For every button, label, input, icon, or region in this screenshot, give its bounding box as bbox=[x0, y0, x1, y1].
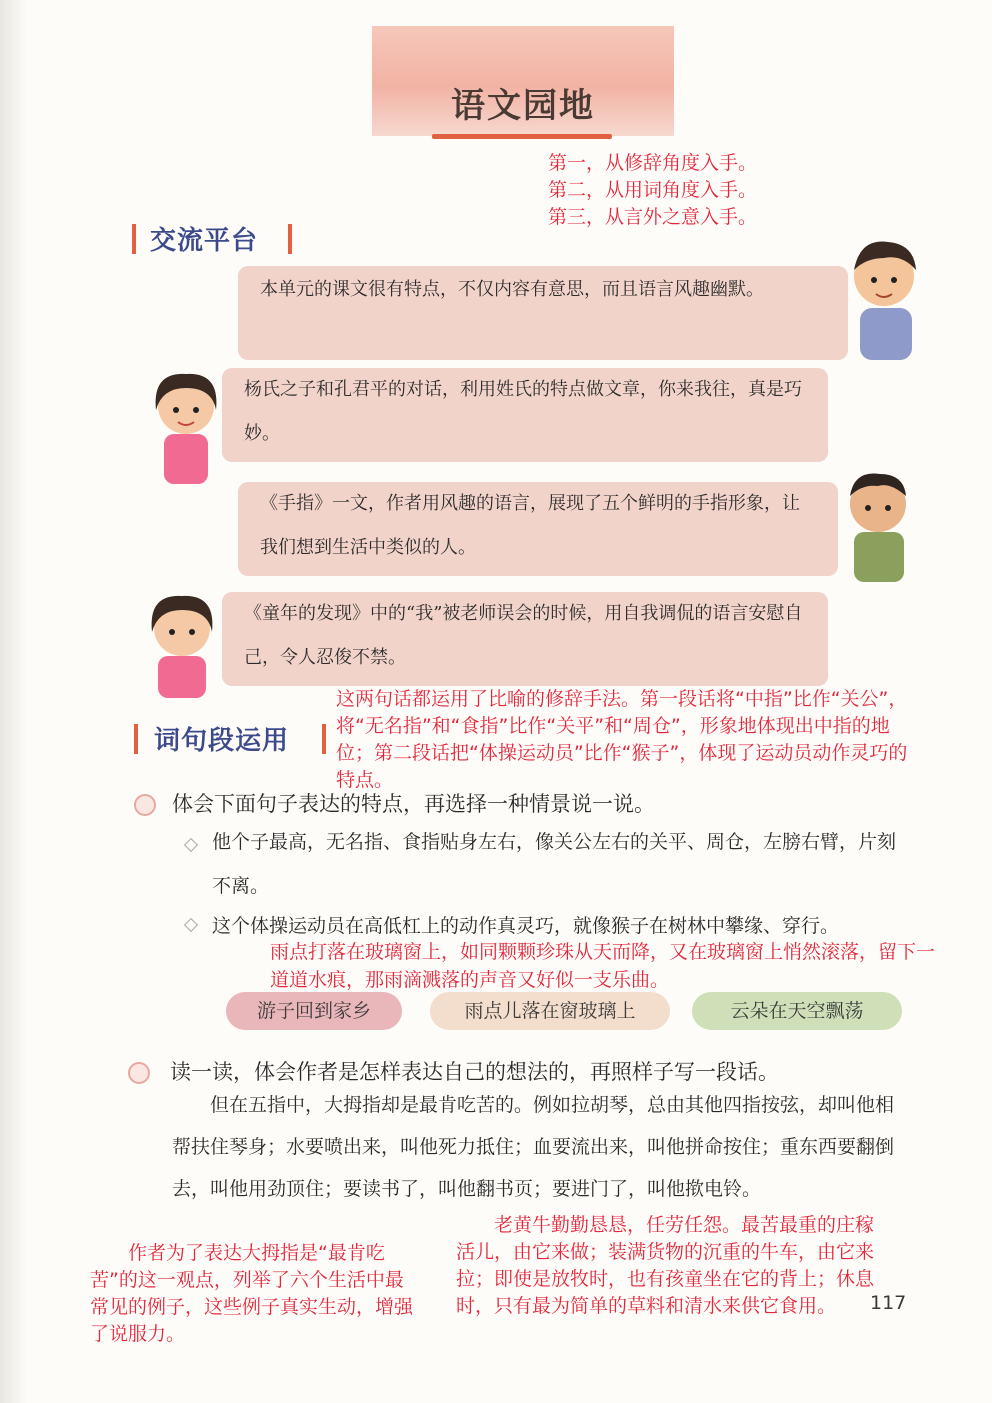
bubble-text: 《童年的发现》中的“我”被老师误会的时候，用自我调侃的语言安慰自己，令人忍俊不禁。 bbox=[244, 603, 803, 668]
passage-thumb: 但在五指中，大拇指却是最肯吃苦的。例如拉胡琴，总由其他四指按弦，却叫他相帮扶住琴身；水要喷出来，叫他死力抵住；血要流出来，叫他拼命按住；重东西要翻倒去，叫他用劲顶住；要读书了，叫他翻书页；要进门了，叫他揿电铃。 bbox=[172, 1094, 895, 1200]
section-heading-exchange: 交流平台 bbox=[150, 226, 259, 256]
speech-bubble bbox=[238, 266, 848, 360]
annotation-metaphor: 这两句话都运用了比喻的修辞手法。第一段话将“中指”比作“关公”，将“无名指”和“食指”比作“关平”和“周仓”，形象地体现出中指的地位；第二段话把“体操运动员”比作“猴子”，体现了运动员动作灵巧的特点。 bbox=[336, 688, 908, 791]
speech-bubble bbox=[222, 368, 828, 462]
example-sentence-1: 他个子最高，无名指、食指贴身左右，像关公左右的关平、周仓，左膀右臂，片刻不离。 bbox=[212, 831, 897, 897]
boy-avatar bbox=[846, 236, 928, 360]
annotation-top bbox=[548, 150, 757, 231]
speech-bubble bbox=[238, 482, 838, 576]
bubble-text: 本单元的课文很有特点，不仅内容有意思，而且语言风趣幽默。 bbox=[260, 279, 764, 300]
title-underline bbox=[432, 134, 612, 139]
heading-bar-left bbox=[132, 224, 136, 254]
scenario-pill: 云朵在天空飘荡 bbox=[692, 992, 902, 1030]
task-instruction-1: 体会下面句子表达的特点，再选择一种情景说一说。 bbox=[172, 792, 655, 816]
annotation-line: 第三，从言外之意入手。 bbox=[548, 206, 758, 228]
page-edge-shadow bbox=[0, 0, 28, 1403]
scenario-pill: 雨点儿落在窗玻璃上 bbox=[430, 992, 670, 1030]
girl-avatar bbox=[146, 366, 228, 486]
heading-bar-left bbox=[134, 724, 138, 754]
annotation-ox-paragraph: 老黄牛勤勤恳恳，任劳任怨。最苦最重的庄稼活儿，由它来做；装满货物的沉重的牛车，由它来拉；即使是放牧时，也有孩童坐在它的背上；休息时，只有最为简单的草料和清水来供它食用。 bbox=[456, 1214, 875, 1317]
task-instruction-2: 读一读，体会作者是怎样表达自己的想法的，再照样子写一段话。 bbox=[170, 1060, 779, 1084]
annotation-line: 第二，从用词角度入手。 bbox=[548, 179, 758, 201]
annotation-rain: 雨点打落在玻璃窗上，如同颗颗珍珠从天而降，又在玻璃窗上悄然滚落，留下一道道水痕，那雨滴溅落的声音又好似一支乐曲。 bbox=[270, 941, 936, 991]
scenario-pill: 游子回到家乡 bbox=[226, 992, 402, 1030]
bubble-text: 杨氏之子和孔君平的对话，利用姓氏的特点做文章，你来我往，真是巧妙。 bbox=[244, 379, 802, 444]
boy-thinking-avatar bbox=[838, 466, 920, 582]
bubble-text: 《手指》一文，作者用风趣的语言，展现了五个鲜明的手指形象，让我们想到生活中类似的人。 bbox=[260, 493, 800, 558]
heading-bar-right bbox=[288, 224, 292, 254]
annotation-line: 第一，从修辞角度入手。 bbox=[548, 152, 758, 174]
annotation-thumb-analysis: 作者为了表达大拇指是“最肯吃苦”的这一观点，列举了六个生活中最常见的例子，这些例子真实生动，增强了说服力。 bbox=[90, 1242, 414, 1345]
example-sentence-2: 这个体操运动员在高低杠上的动作真灵巧，就像猴子在树林中攀缘、穿行。 bbox=[212, 915, 840, 937]
heading-bar-right bbox=[322, 724, 326, 754]
section-heading-words: 词句段运用 bbox=[154, 726, 290, 756]
page-number: 117 bbox=[870, 1292, 907, 1314]
bullet-diamond-icon bbox=[184, 918, 198, 932]
girl-shrug-avatar bbox=[136, 588, 226, 698]
bullet-diamond-icon bbox=[184, 838, 198, 852]
task-number-icon bbox=[128, 1062, 150, 1084]
task-number-icon bbox=[134, 794, 156, 816]
page-title: 语文园地 bbox=[451, 86, 595, 126]
speech-bubble bbox=[222, 592, 828, 686]
